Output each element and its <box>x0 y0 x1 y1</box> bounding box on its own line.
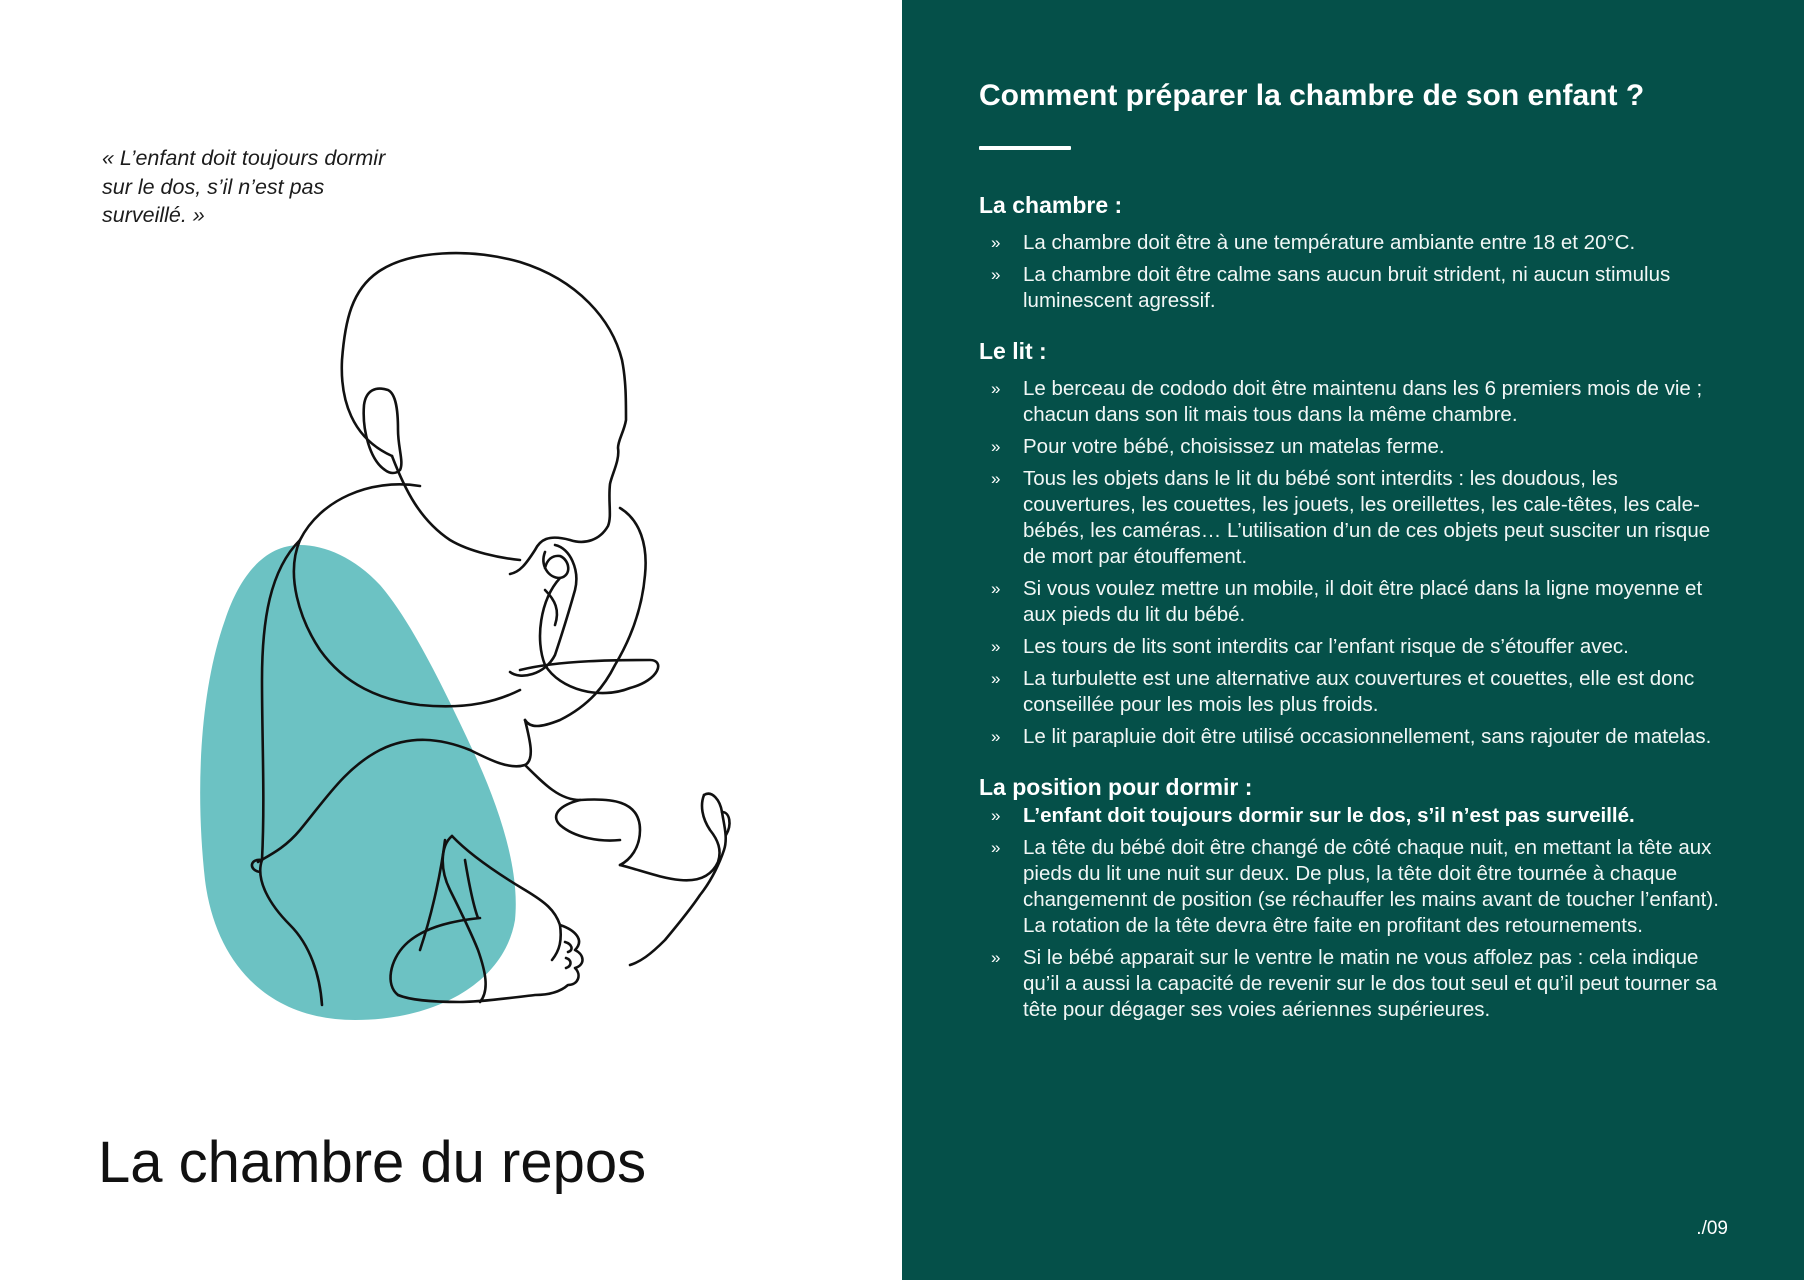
bullet-marker-icon: » <box>991 948 1001 967</box>
list-item <box>979 262 1719 314</box>
list-item-text: Pour votre bébé, choisissez un matelas ferme. <box>1023 435 1445 458</box>
section-chambre <box>979 190 1719 314</box>
bullet-marker-icon: » <box>991 579 1001 598</box>
list-item-text: La chambre doit être calme sans aucun bruit strident, ni aucun stimulus luminescent agressif. <box>1023 263 1671 312</box>
bullet-marker-icon: » <box>991 637 1001 656</box>
bullet-marker-icon: » <box>991 265 1001 284</box>
bullet-marker-icon: » <box>991 669 1001 688</box>
baby-line-art-icon <box>180 245 740 1035</box>
list-item-text: La chambre doit être à une température ambiante entre 18 et 20°C. <box>1023 231 1636 254</box>
bullet-marker-icon: » <box>991 437 1001 456</box>
bullet-marker-icon: » <box>991 806 1001 825</box>
page-number: ./09 <box>1696 1218 1728 1239</box>
list-item-text: L’enfant doit toujours dormir sur le dos, s’il n’est pas surveillé. <box>1023 804 1635 827</box>
right-page <box>902 0 1804 1280</box>
page-title: La chambre du repos <box>98 1130 647 1195</box>
list-item <box>979 376 1719 428</box>
bullet-list <box>979 230 1719 314</box>
list-item <box>979 230 1719 256</box>
panel-title: Comment préparer la chambre de son enfant ? <box>979 79 1645 112</box>
list-item-text: La turbulette est une alternative aux couvertures et couettes, elle est donc conseillée pour les mois les plus froids. <box>1023 667 1695 716</box>
bullet-list <box>979 376 1719 750</box>
list-item-text: Si vous voulez mettre un mobile, il doit être placé dans la ligne moyenne et aux pieds du lit du bébé. <box>1023 577 1703 626</box>
bullet-marker-icon: » <box>991 469 1001 488</box>
list-item <box>979 945 1719 1023</box>
list-item <box>979 576 1719 628</box>
section-heading: Le lit : <box>979 338 1047 364</box>
teal-blob <box>200 545 516 1020</box>
list-item <box>979 803 1719 829</box>
list-item <box>979 634 1719 660</box>
list-item <box>979 724 1719 750</box>
section-lit <box>979 336 1719 750</box>
section-heading: La position pour dormir : <box>979 774 1253 800</box>
list-item <box>979 466 1719 570</box>
list-item <box>979 666 1719 718</box>
list-item-text: La tête du bébé doit être changé de côté chaque nuit, en mettant la tête aux pieds du lit une nuit sur deux. De plus, la tête doit être tournée à chaque changemennt de position (se réchauffer les mains avant de toucher l’enfant). La rotation de la tête devra être faite en profitant des retournements. <box>1023 836 1719 937</box>
pull-quote: « L’enfant doit toujours dormir sur le dos, s’il n’est pas surveillé. » <box>102 146 386 227</box>
bullet-marker-icon: » <box>991 233 1001 252</box>
list-item-text: Le berceau de cododo doit être maintenu dans les 6 premiers mois de vie ; chacun dans son lit mais tous dans la même chambre. <box>1023 377 1703 426</box>
section-heading: La chambre : <box>979 192 1123 218</box>
bullet-marker-icon: » <box>991 379 1001 398</box>
section-position <box>979 772 1719 1023</box>
list-item-text: Tous les objets dans le lit du bébé sont interdits : les doudous, les couvertures, les couettes, les jouets, les oreillettes, les cale-têtes, les cale-bébés, les caméras… L’utilisation d’un de ces objets peut susciter un risque de mort par étouffement. <box>1023 467 1711 568</box>
bullet-list <box>979 803 1719 1023</box>
title-underline <box>979 146 1071 150</box>
bullet-marker-icon: » <box>991 727 1001 746</box>
list-item-text: Si le bébé apparait sur le ventre le matin ne vous affolez pas : cela indique qu’il a aussi la capacité de revenir sur le dos tout seul et qu’il peut tourner sa tête pour dégager ses voies aériennes supérieures. <box>1023 946 1717 1021</box>
content <box>979 190 1719 1029</box>
list-item <box>979 434 1719 460</box>
list-item-text: Le lit parapluie doit être utilisé occasionnellement, sans rajouter de matelas. <box>1023 725 1712 748</box>
list-item <box>979 835 1719 939</box>
bullet-marker-icon: » <box>991 838 1001 857</box>
list-item-text: Les tours de lits sont interdits car l’enfant risque de s’étouffer avec. <box>1023 635 1629 658</box>
